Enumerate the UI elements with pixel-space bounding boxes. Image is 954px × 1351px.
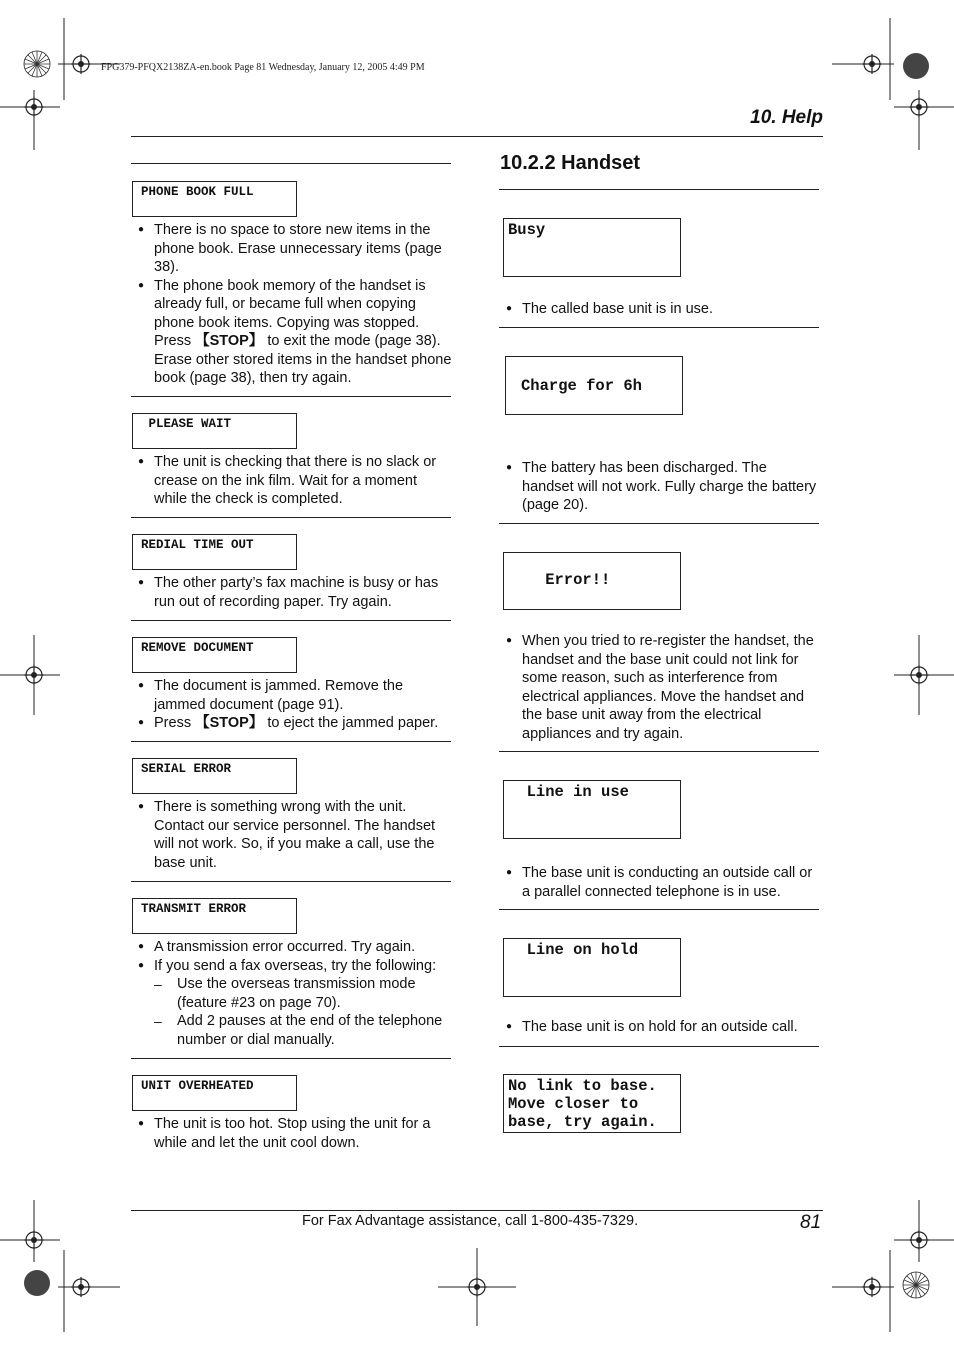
list-item: ● The other party’s fax machine is busy or has run out of recording paper. Try again.	[132, 574, 454, 611]
stop-key: 【STOP】	[195, 333, 264, 349]
divider	[499, 1046, 819, 1047]
lcd-line-on-hold: Line on hold	[503, 938, 681, 997]
list-item: ● The document is jammed. Remove the jammed document (page 91).	[132, 677, 454, 714]
phone-book-full-list	[132, 221, 454, 388]
lcd-line-in-use: Line in use	[503, 780, 681, 839]
list-item: ● The unit is checking that there is no slack or crease on the ink film. Wait for a moment while the check is completed.	[132, 453, 454, 509]
line-on-hold-list	[500, 1018, 822, 1037]
divider	[131, 741, 451, 742]
lcd-transmit-error: TRANSMIT ERROR	[132, 898, 297, 934]
charge-list	[500, 459, 822, 515]
list-item: ● The base unit is on hold for an outside call.	[500, 1018, 822, 1037]
list-item: ● The battery has been discharged. The handset will not work. Fully charge the battery (page 20).	[500, 459, 822, 515]
lcd-busy: Busy	[503, 218, 681, 277]
divider	[131, 163, 451, 164]
chapter-title: 10. Help	[750, 107, 823, 128]
divider	[131, 881, 451, 882]
busy-list	[500, 300, 822, 319]
lcd-please-wait: PLEASE WAIT	[132, 413, 297, 449]
list-item: ● When you tried to re-register the handset, the handset and the base unit could not link for some reason, such as interference from electrical appliances. Move the handset and the base unit away from the electrical appliances and try again.	[500, 632, 822, 743]
footer-assistance: For Fax Advantage assistance, call 1-800-435-7329.	[302, 1213, 639, 1229]
stop-key: 【STOP】	[195, 715, 264, 731]
please-wait-list	[132, 453, 454, 509]
list-item: ● A transmission error occurred. Try again.	[132, 938, 454, 957]
page-number: 81	[800, 1212, 822, 1233]
file-slug: FPG379-PFQX2138ZA-en.book Page 81 Wednesday, January 12, 2005 4:49 PM	[101, 62, 425, 73]
divider	[499, 327, 819, 328]
lcd-charge: Charge for 6h	[505, 356, 683, 415]
sub-list-item: – Use the overseas transmission mode (feature #23 on page 70).	[132, 975, 454, 1012]
divider	[499, 909, 819, 910]
lcd-error: Error!!	[503, 552, 681, 610]
unit-overheated-list	[132, 1115, 454, 1152]
footer-rule	[131, 1210, 823, 1211]
lcd-no-link: No link to base. Move closer to base, try again.	[503, 1074, 681, 1133]
list-item: ● There is no space to store new items in the phone book. Erase unnecessary items (page 38).	[132, 221, 454, 277]
section-title: 10.2.2 Handset	[500, 152, 641, 174]
list-item: ● There is something wrong with the unit. Contact our service personnel. The handset will not work. So, if you make a call, use the base unit.	[132, 798, 454, 872]
header-rule	[131, 136, 823, 137]
divider	[499, 751, 819, 752]
list-item: ● The base unit is conducting an outside call or a parallel connected telephone is in use.	[500, 864, 822, 901]
error-list	[500, 632, 822, 743]
list-item: ● If you send a fax overseas, try the following:	[132, 957, 454, 976]
lcd-remove-document: REMOVE DOCUMENT	[132, 637, 297, 673]
lcd-phone-book-full: PHONE BOOK FULL	[132, 181, 297, 217]
divider	[131, 1058, 451, 1059]
serial-error-list	[132, 798, 454, 872]
lcd-unit-overheated: UNIT OVERHEATED	[132, 1075, 297, 1111]
lcd-serial-error: SERIAL ERROR	[132, 758, 297, 794]
list-item: ● The phone book memory of the handset is already full, or became full when copying phone book items. Copying was stopped. Press 【STOP】 to exit the mode (page 38). Erase other stored items in the handset phone book (page 38), then try again.	[132, 277, 454, 388]
divider	[499, 523, 819, 524]
lcd-redial-time-out: REDIAL TIME OUT	[132, 534, 297, 570]
remove-document-list	[132, 677, 454, 733]
divider	[131, 620, 451, 621]
divider	[499, 189, 819, 190]
sub-list-item: – Add 2 pauses at the end of the telephone number or dial manually.	[132, 1012, 454, 1049]
list-item: ● Press 【STOP】 to eject the jammed paper.	[132, 714, 454, 733]
transmit-error-list	[132, 938, 454, 1049]
redial-time-out-list	[132, 574, 454, 611]
divider	[131, 517, 451, 518]
divider	[131, 396, 451, 397]
list-item: ● The called base unit is in use.	[500, 300, 822, 319]
line-in-use-list	[500, 864, 822, 901]
list-item: ● The unit is too hot. Stop using the unit for a while and let the unit cool down.	[132, 1115, 454, 1152]
